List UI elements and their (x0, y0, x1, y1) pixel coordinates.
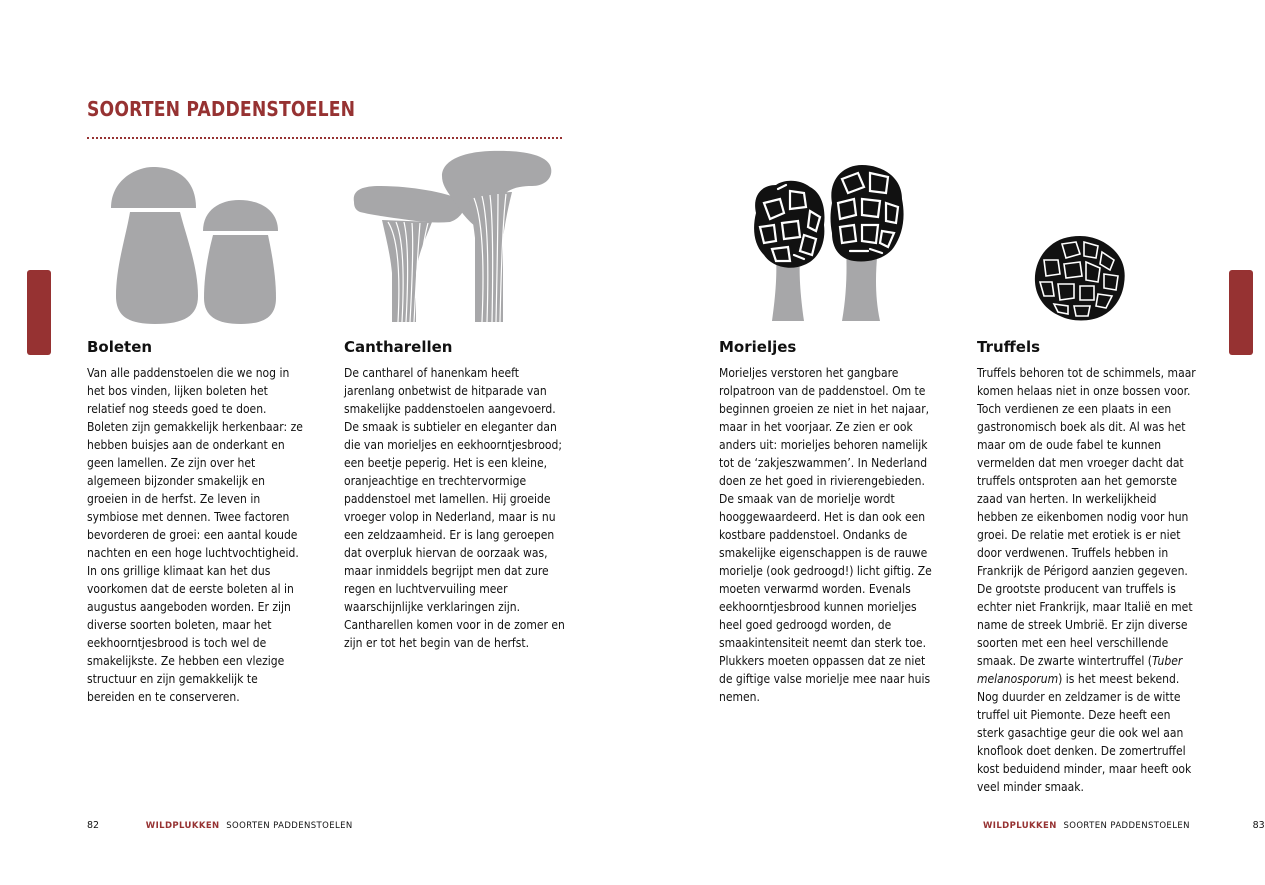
section-cantharellen (344, 338, 566, 652)
section-heading: Truffels (977, 338, 1041, 356)
latin-name: Tuber melanosporum (977, 654, 1183, 686)
title-dotted-divider (87, 137, 562, 139)
footer-right (983, 820, 1265, 831)
chanterelle-illustration (350, 148, 555, 324)
footer-left (87, 820, 353, 831)
truffle-illustration (1032, 234, 1128, 322)
boletus-illustration (108, 166, 283, 326)
morel-illustration (750, 163, 910, 323)
boletus-small-cap (203, 200, 278, 231)
boletus-large-stem (116, 212, 198, 324)
truffle-body (1035, 236, 1125, 321)
boletus-large-cap (111, 167, 196, 208)
right-thumb-tab (1229, 270, 1253, 355)
section-heading: Morieljes (719, 338, 797, 356)
page-number: 82 (87, 820, 100, 831)
section-body: Morieljes verstoren het gangbare rolpatroon van de paddenstoel. Om te beginnen groeien ze niet in het najaar, maar in het voorjaar. Ze zien er ook anders uit: morieljes behoren namelijk tot de ‘zakjeszwammen’. In Nederland doen ze het goed in rivierengebieden. De smaak van de morielje wordt hooggewaardeerd. Het is dan ook een kostbare paddenstoel. Ondanks de smakelijke eigenschappen is de rauwe morielje (ook gedroogd!) licht giftig. Ze moeten verwarmd worden. Evenals eekhoorntjesbrood kunnen morieljes heel goed gedroogd worden, de smaakintensiteit neemt dan sterk toe. Plukkers moeten oppassen dat ze niet de giftige valse morielje mee naar huis nemen. (719, 366, 932, 704)
section-heading: Boleten (87, 338, 153, 356)
section-body: De cantharel of hanenkam heeft jarenlang onbetwist de hitparade van smakelijke paddenstoelen aangevoerd. De smaak is subtieler en eleganter dan die van morieljes en eekhoorntjesbrood; een beetje peperig. Het is een kleine, oranjeachtige en trechtervormige paddenstoel met lamellen. Hij groeide vroeger volop in Nederland, maar is nu een zeldzaamheid. Er is lang geroepen dat overpluk hiervan de oorzaak was, maar inmiddels begrijpt men dat zure regen en luchtvervuiling meer waarschijnlijke verklaringen zijn. Cantharellen komen voor in de zomer en zijn er tot het begin van de herfst. (344, 366, 565, 650)
chanterelle-large-stem (468, 192, 512, 322)
section-body: Van alle paddenstoelen die we nog in het bos vinden, lijken boleten het relatief nog steeds goed te doen. Boleten zijn gemakkelijk herkenbaar: ze hebben buisjes aan de onderkant en geen lamellen. Ze zijn over het algemeen bijzonder smakelijk en groeien in de herfst. Ze leven in symbiose met dennen. Twee factoren bevorderen de groei: een aantal koude nachten en een hoge luchtvochtigheid. In ons grillige klimaat kan het dus voorkomen dat de eerste boleten al in augustus aangeboden worden. Er zijn diverse soorten boleten, maar het eekhoorntjesbrood is toch wel de smakelijkste. Ze hebben een vlezige structuur en zijn gemakkelijk te bereiden en te conserveren. (87, 366, 303, 704)
running-section: SOORTEN PADDENSTOELEN (1063, 821, 1190, 831)
section-heading: Cantharellen (344, 338, 453, 356)
running-brand: WILDPLUKKEN (145, 821, 220, 831)
section-body (977, 364, 1198, 796)
running-section: SOORTEN PADDENSTOELEN (226, 821, 353, 831)
boletus-small-stem (204, 235, 276, 324)
page-number: 83 (1252, 820, 1265, 831)
section-morieljes (719, 338, 941, 706)
running-brand: WILDPLUKKEN (983, 821, 1057, 831)
body-text: Truffels behoren tot de schimmels, maar komen helaas niet in onze bossen voor. Toch verdienen ze een plaats in een gastronomisch boek als dit. Al was het maar om de oude fabel te kunnen vermelden dat men vroeger dacht dat truffels ontsproten aan het gemorste zaad van herten. In werkelijkheid hebben ze eikenbomen nodig voor hun groei. De relatie met erotiek is er niet door verdwenen. Truffels hebben in Frankrijk de Périgord aanzien gegeven. De grootste producent van truffels is echter niet Frankrijk, maar Italië en met name de streek Umbrië. Er zijn diverse soorten met een heel verschillende smaak. De zwarte wintertruffel ( (977, 366, 1196, 668)
body-text: ) is het meest bekend. Nog duurder en zeldzamer is de witte truffel uit Piemonte. Deze heeft een sterk gasachtige geur die ook wel aan knoflook doet denken. De zomertruffel kost beduidend minder, maar heeft ook veel minder smaak. (977, 672, 1192, 794)
page-title: SOORTEN PADDENSTOELEN (87, 97, 356, 121)
section-boleten (87, 338, 309, 706)
section-truffels (977, 338, 1199, 796)
left-thumb-tab (27, 270, 51, 355)
